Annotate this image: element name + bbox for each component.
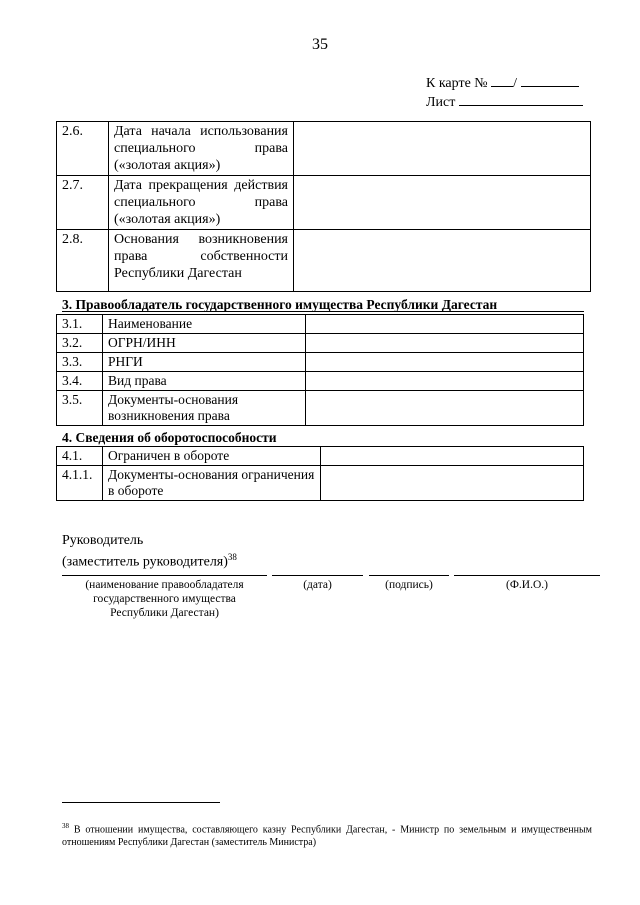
- card-reference: [426, 74, 583, 112]
- holder-caption-line: Республики Дагестан): [110, 607, 219, 619]
- row-number: 3.3.: [57, 353, 103, 372]
- holder-name-caption: [62, 578, 267, 620]
- row-value: [294, 122, 591, 176]
- row-value: [294, 230, 591, 292]
- fio-caption: (Ф.И.О.): [506, 579, 548, 591]
- fio-line: [454, 575, 600, 576]
- card-separator: /: [513, 76, 518, 91]
- table-row: [57, 315, 584, 334]
- manager-block: [62, 532, 237, 571]
- holder-caption-line: государственного имущества: [93, 593, 236, 605]
- manager-title: Руководитель: [62, 533, 144, 548]
- date-caption: (дата): [303, 579, 332, 591]
- footnote-reference: 38: [227, 552, 237, 562]
- holder-name-line: [62, 575, 267, 576]
- table-row: [57, 334, 584, 353]
- manager-deputy-title: (заместитель руководителя): [62, 554, 228, 570]
- section-4-title: 4. Сведения об оборотоспособности: [62, 430, 277, 445]
- table-row: [57, 230, 591, 292]
- row-value: [306, 334, 584, 353]
- sheet-label: Лист: [426, 95, 456, 110]
- row-label: ОГРН/ИНН: [103, 334, 306, 353]
- row-label: Наименование: [103, 315, 306, 334]
- signature-line: [369, 575, 449, 576]
- row-label: Документы-основания возникновения права: [103, 391, 306, 426]
- holder-caption-line: (наименование правообладателя: [85, 579, 244, 591]
- table-row: [57, 391, 584, 426]
- card-number-blank: [491, 74, 513, 87]
- row-label: Дата прекращения действия специального права («золотая акция»): [109, 176, 294, 230]
- row-number: 2.6.: [57, 122, 109, 176]
- table-row: [57, 122, 591, 176]
- date-line: [272, 575, 363, 576]
- row-number: 2.7.: [57, 176, 109, 230]
- footnote-marker: 38: [62, 822, 69, 830]
- card-subnumber-blank: [521, 74, 579, 87]
- table-row: [57, 447, 584, 466]
- row-number: 3.2.: [57, 334, 103, 353]
- holder-table: [56, 314, 584, 426]
- footnote-text: В отношении имущества, составляющего казну Республики Дагестан, - Министр по земельным и имущественным отношениям Республики Дагестан (заместитель Министра): [62, 824, 592, 849]
- row-label: РНГИ: [103, 353, 306, 372]
- row-number: 4.1.1.: [57, 466, 103, 501]
- table-row: [57, 466, 584, 501]
- sheet-line: [426, 93, 583, 112]
- row-number: 3.1.: [57, 315, 103, 334]
- card-number-line: [426, 74, 583, 93]
- row-label: Документы-основания ограничения в обороте: [103, 466, 321, 501]
- footnote-separator: [62, 802, 220, 803]
- row-label: Основания возникновения права собственности Республики Дагестан: [109, 230, 294, 292]
- row-number: 4.1.: [57, 447, 103, 466]
- table-row: [57, 176, 591, 230]
- table-row: [57, 353, 584, 372]
- row-number: 2.8.: [57, 230, 109, 292]
- row-value: [306, 391, 584, 426]
- manager-deputy-line: [62, 549, 237, 571]
- row-label: Вид права: [103, 372, 306, 391]
- section-3-title: 3. Правообладатель государственного имущества Республики Дагестан: [62, 297, 498, 312]
- footnote: [62, 820, 592, 849]
- row-value: [306, 353, 584, 372]
- sheet-blank: [459, 93, 583, 106]
- page-number: 35: [312, 36, 328, 53]
- row-label: Дата начала использования специального права («золотая акция»): [109, 122, 294, 176]
- row-value: [321, 466, 584, 501]
- turnover-table: [56, 446, 584, 501]
- row-value: [306, 372, 584, 391]
- section-3-rule: [62, 311, 584, 312]
- row-value: [321, 447, 584, 466]
- row-label: Ограничен в обороте: [103, 447, 321, 466]
- row-number: 3.5.: [57, 391, 103, 426]
- signature-caption: (подпись): [385, 579, 433, 591]
- table-row: [57, 372, 584, 391]
- row-value: [294, 176, 591, 230]
- card-label: К карте №: [426, 76, 488, 91]
- special-right-table: [56, 121, 591, 292]
- row-value: [306, 315, 584, 334]
- row-number: 3.4.: [57, 372, 103, 391]
